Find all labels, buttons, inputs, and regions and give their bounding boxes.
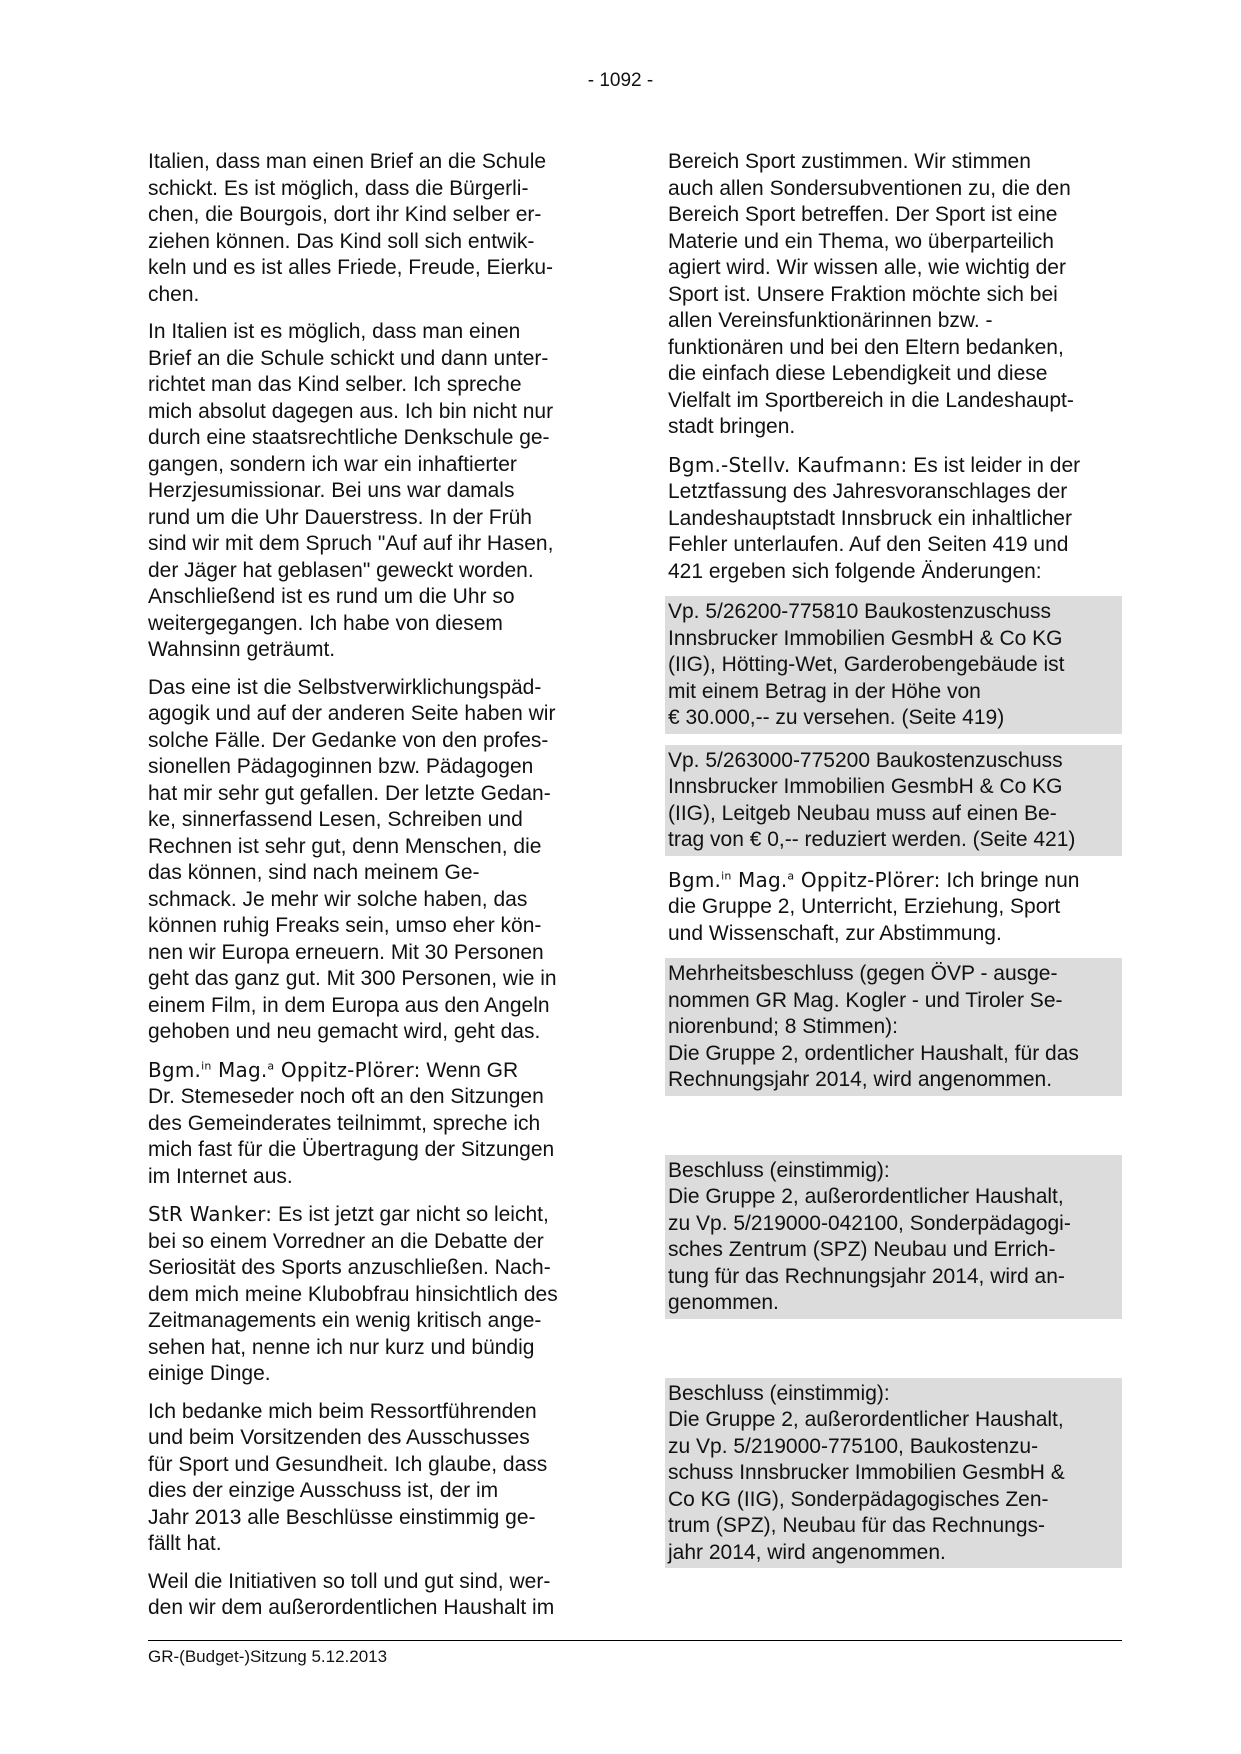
speech-text: Ich bringe nun die Gruppe 2, Unterricht, Erziehung, Sport und Wissenschaft, zur Abstimmung. xyxy=(668,868,1080,945)
left-column xyxy=(148,149,600,1633)
speech-text: Es ist leider in der Letztfassung des Jahresvoranschlages der Landeshauptstadt Innsbruck ein inhaltlicher Fehler unterlaufen. Auf den Seiten 419 und 421 ergeben sich folgende Änderungen: xyxy=(668,453,1081,583)
speaker-name: Bgm.$^{in}$ Mag.$^a$ Oppitz-Plörer: xyxy=(668,867,941,892)
paragraph: In Italien ist es möglich, dass man einen Brief an die Schule schickt und dann unter- richtet man das Kind selber. Ich spreche mich absolut dagegen aus. Ich bin nicht nur durch eine staatsrechtliche Denkschule ge- gangen, sondern ich war ein inhaftierter Herzjesumissionar. Bei uns war damals rund um die Uhr Dauerstress. In der Früh sind wir mit dem Spruch "Auf auf ihr Hasen, der Jäger hat geblasen" geweckt worden. Anschließend ist es rund um die Uhr so weitergegangen. Ich habe von diesem Wahnsinn geträumt. xyxy=(148,320,554,661)
footer: GR-(Budget-)Sitzung 5.12.2013 xyxy=(148,1647,388,1666)
resolution-box xyxy=(665,1378,1122,1569)
resolution-text: Die Gruppe 2, außerordentlicher Haushalt, zu Vp. 5/219000-775100, Baukostenzu- schuss Innsbrucker Immobilien GesmbH & Co KG (IIG), Sonderpädagogisches Zen- trum (SPZ), Neubau für das Rechnungs- jahr 2014, wird angenommen. xyxy=(668,1408,1065,1564)
speech-kaufmann xyxy=(668,452,1122,586)
paragraph: Weil die Initiativen so toll und gut sind, wer- den wir dem außerordentlichen Haushalt im xyxy=(148,1569,555,1619)
speaker-name: StR Wanker: xyxy=(148,1202,273,1226)
speech-oppitz-ploerer xyxy=(668,867,1122,948)
paragraph: Italien, dass man einen Brief an die Schule schickt. Es ist möglich, dass die Bürgerli- chen, die Bourgois, dort ihr Kind selber er- ziehen können. Das Kind soll sich entwik- keln und es ist alles Friede, Freude, Eierku- chen. xyxy=(148,150,554,306)
amendment-box: Vp. 5/26200-775810 Baukostenzuschuss Innsbrucker Immobilien GesmbH & Co KG (IIG), Hötting-Wet, Garderobengebäude ist mit einem Betrag in der Höhe von € 30.000,-- zu versehen. (Seite 419) xyxy=(665,596,1122,734)
paragraph: Ich bedanke mich beim Ressortführenden und beim Vorsitzenden des Ausschusses für Sport und Gesundheit. Ich glaube, dass dies der einzige Ausschuss ist, der im Jahr 2013 alle Beschlüsse einstimmig ge- fällt hat. xyxy=(148,1399,548,1555)
resolution-text: Die Gruppe 2, außerordentlicher Haushalt, zu Vp. 5/219000-042100, Sonderpädagogi- sches Zentrum (SPZ) Neubau und Errich- tung für das Rechnungsjahr 2014, wird an- genommen. xyxy=(668,1185,1071,1314)
speech-text: Es ist jetzt gar nicht so leicht, bei so einem Vorredner an die Debatte der Seriosität des Sports anzuschließen. Nach- dem mich meine Klubobfrau hinsichtlich des Zeitmanagements ein wenig kritisch ange- sehen hat, nenne ich nur kurz und bündig einige Dinge. xyxy=(148,1203,558,1385)
speech-wanker xyxy=(148,1201,600,1388)
resolution-heading: Beschluss (einstimmig): xyxy=(668,1381,890,1405)
speech-oppitz-ploerer xyxy=(148,1057,600,1191)
resolution-text: Die Gruppe 2, ordentlicher Haushalt, für das Rechnungsjahr 2014, wird angenommen. xyxy=(668,1041,1079,1091)
paragraph: Bereich Sport zustimmen. Wir stimmen auch allen Sondersubventionen zu, die den Bereich Sport betreffen. Der Sport ist eine Materie und ein Thema, wo überparteilich agiert wird. Wir wissen alle, wie wichtig der Sport ist. Unsere Fraktion möchte sich bei allen Vereinsfunktionärinnen bzw. - funktionären und bei den Eltern bedanken, die einfach diese Lebendigkeit und diese Vielfalt im Sportbereich in die Landeshaupt- stadt bringen. xyxy=(668,150,1074,438)
resolution-box xyxy=(665,1155,1122,1319)
resolution-heading: Beschluss (einstimmig): xyxy=(668,1158,890,1182)
resolution-box xyxy=(665,958,1122,1096)
page-number: - 1092 - xyxy=(587,70,654,91)
amendment-box: Vp. 5/263000-775200 Baukostenzuschuss Innsbrucker Immobilien GesmbH & Co KG (IIG), Leitgeb Neubau muss auf einen Be- trag von € 0,-- reduziert werden. (Seite 421) xyxy=(665,745,1122,856)
speech-text: Wenn GR Dr. Stemeseder noch oft an den Sitzungen des Gemeinderates teilnimmt, spreche ich mich fast für die Übertragung der Sitzungen im Internet aus. xyxy=(148,1058,555,1188)
footer-divider xyxy=(148,1640,1122,1641)
right-column xyxy=(668,149,1122,1579)
paragraph: Das eine ist die Selbstverwirklichungspäd- agogik und auf der anderen Seite haben wir solche Fälle. Der Gedanke von den profes- sionellen Pädagoginnen bzw. Pädagogen hat mir sehr gut gefallen. Der letzte Gedan- ke, sinnerfassend Lesen, Schreiben und Rechnen ist sehr gut, denn Menschen, die das können, sind nach meinem Ge- schmack. Je mehr wir solche haben, das können ruhig Freaks sein, umso eher kön- nen wir Europa erneuern. Mit 30 Personen geht das ganz gut. Mit 300 Personen, wie in einem Film, in dem Europa aus den Angeln gehoben und neu gemacht wird, geht das. xyxy=(148,675,557,1043)
speaker-name: Bgm.$^{in}$ Mag.$^a$ Oppitz-Plörer: xyxy=(148,1057,421,1082)
speaker-name: Bgm.-Stellv. Kaufmann: xyxy=(668,452,908,477)
resolution-heading: Mehrheitsbeschluss (gegen ÖVP - ausge- nommen GR Mag. Kogler - und Tiroler Se- niorenbund; 8 Stimmen): xyxy=(668,962,1063,1038)
